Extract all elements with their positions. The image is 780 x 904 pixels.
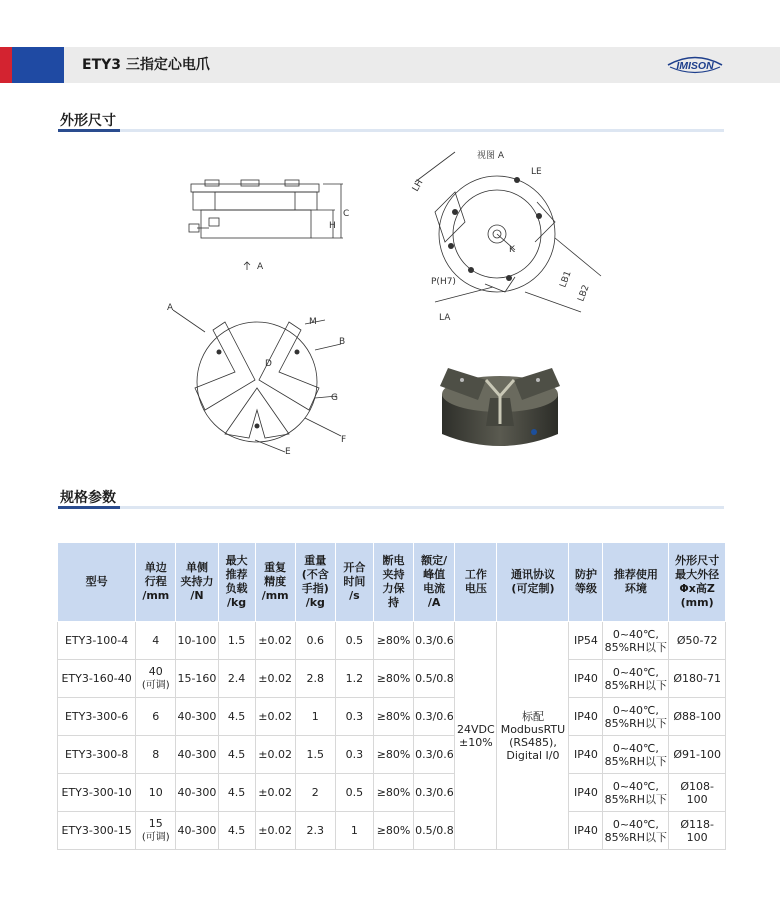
header-cell-12: 推荐使用 环境	[603, 543, 669, 622]
header-cell-7: 断电 夹持 力保 持	[373, 543, 413, 622]
label-f: F	[341, 435, 347, 445]
cell-hold: ≥80%	[373, 622, 413, 660]
front-view-drawing	[165, 300, 355, 460]
cell-hold: ≥80%	[373, 774, 413, 812]
spec-table-header-row	[58, 543, 726, 622]
header-cell-0: 型号	[58, 543, 136, 622]
header-cell-10: 通讯协议 (可定制)	[497, 543, 569, 622]
cell-weight: 1	[295, 698, 335, 736]
header-cell-4: 重复 精度 /mm	[255, 543, 295, 622]
cell-env: 0~40℃, 85%RH以下	[603, 812, 669, 850]
cell-current: 0.5/0.8	[414, 812, 455, 850]
label-lb2: LB2	[576, 283, 592, 304]
label-a: A	[167, 303, 174, 313]
label-lh: LH	[410, 178, 426, 194]
cell-current: 0.3/0.6	[414, 698, 455, 736]
cell-repeat: ±0.02	[255, 736, 295, 774]
cell-env: 0~40℃, 85%RH以下	[603, 660, 669, 698]
cell-size: Ø88-100	[669, 698, 726, 736]
label-le: LE	[531, 167, 542, 177]
cell-hold: ≥80%	[373, 736, 413, 774]
cell-size: Ø118-100	[669, 812, 726, 850]
cell-model: ETY3-300-10	[58, 774, 136, 812]
label-m: M	[309, 317, 317, 327]
header-cell-3: 最大 推荐 负载 /kg	[218, 543, 255, 622]
label-k: K	[509, 245, 515, 255]
cell-load: 4.5	[218, 698, 255, 736]
cell-repeat: ±0.02	[255, 622, 295, 660]
header-cell-11: 防护 等级	[569, 543, 603, 622]
header-cell-13: 外形尺寸 最大外径 Φx高Z (mm)	[669, 543, 726, 622]
label-h: H	[329, 221, 336, 231]
table-row	[58, 812, 726, 850]
product-render	[430, 346, 570, 456]
cell-stroke: 6	[136, 698, 176, 736]
cell-env: 0~40℃, 85%RH以下	[603, 774, 669, 812]
cell-weight: 1.5	[295, 736, 335, 774]
cell-load: 1.5	[218, 622, 255, 660]
label-g: G	[331, 393, 338, 403]
cell-time: 0.5	[335, 774, 373, 812]
cell-repeat: ±0.02	[255, 774, 295, 812]
cell-repeat: ±0.02	[255, 660, 295, 698]
label-e: E	[285, 447, 291, 457]
cell-ip: IP40	[569, 698, 603, 736]
section-title-dimensions: 外形尺寸	[60, 113, 116, 129]
section-title-specs: 规格参数	[60, 490, 116, 506]
cell-ip: IP40	[569, 774, 603, 812]
cell-force: 40-300	[176, 774, 218, 812]
cell-protocol-shared: 标配 ModbusRTU (RS485), Digital I/0	[497, 622, 569, 850]
label-p: P(H7)	[431, 277, 456, 287]
cell-ip: IP40	[569, 812, 603, 850]
cell-env: 0~40℃, 85%RH以下	[603, 736, 669, 774]
header-cell-5: 重量 (不含 手指) /kg	[295, 543, 335, 622]
cell-load: 4.5	[218, 812, 255, 850]
section-underline-dimensions	[58, 129, 724, 132]
header-cell-1: 单边 行程 /mm	[136, 543, 176, 622]
label-view-a: 视图 A	[477, 151, 505, 161]
cell-weight: 2	[295, 774, 335, 812]
side-view-drawing	[185, 178, 355, 274]
cell-current: 0.5/0.8	[414, 660, 455, 698]
label-arrow-a: A	[257, 262, 264, 272]
cell-env: 0~40℃, 85%RH以下	[603, 698, 669, 736]
label-la: LA	[439, 313, 451, 323]
cell-size: Ø50-72	[669, 622, 726, 660]
cell-current: 0.3/0.6	[414, 736, 455, 774]
cell-hold: ≥80%	[373, 660, 413, 698]
header-cell-2: 单侧 夹持力 /N	[176, 543, 218, 622]
cell-stroke: 8	[136, 736, 176, 774]
cell-voltage-shared: 24VDC ±10%	[455, 622, 497, 850]
header-red-block	[0, 47, 12, 83]
cell-size: Ø91-100	[669, 736, 726, 774]
table-row	[58, 698, 726, 736]
cell-size: Ø108-100	[669, 774, 726, 812]
cell-load: 4.5	[218, 774, 255, 812]
cell-repeat: ±0.02	[255, 812, 295, 850]
cell-weight: 2.3	[295, 812, 335, 850]
stroke-note: (可调)	[141, 680, 170, 691]
table-row	[58, 622, 726, 660]
cell-force: 40-300	[176, 698, 218, 736]
cell-model: ETY3-160-40	[58, 660, 136, 698]
cell-time: 0.3	[335, 698, 373, 736]
cell-current: 0.3/0.6	[414, 622, 455, 660]
cell-size: Ø180-71	[669, 660, 726, 698]
cell-force: 15-160	[176, 660, 218, 698]
stroke-note: (可调)	[141, 832, 170, 843]
header-cell-8: 额定/ 峰值 电流 /A	[414, 543, 455, 622]
cell-ip: IP40	[569, 736, 603, 774]
spec-table	[57, 542, 726, 850]
header-blue-block	[12, 47, 64, 83]
cell-time: 0.5	[335, 622, 373, 660]
cell-ip: IP40	[569, 660, 603, 698]
top-view-drawing	[405, 142, 615, 342]
cell-repeat: ±0.02	[255, 698, 295, 736]
header-cell-9: 工作 电压	[455, 543, 497, 622]
cell-time: 0.3	[335, 736, 373, 774]
cell-model: ETY3-100-4	[58, 622, 136, 660]
cell-hold: ≥80%	[373, 698, 413, 736]
label-c: C	[343, 209, 350, 219]
header-bar	[0, 47, 780, 83]
label-lb1: LB1	[558, 269, 574, 290]
cell-stroke: 4	[136, 622, 176, 660]
cell-load: 4.5	[218, 736, 255, 774]
cell-model: ETY3-300-8	[58, 736, 136, 774]
table-row	[58, 774, 726, 812]
cell-ip: IP54	[569, 622, 603, 660]
page-title: ETY3 三指定心电爪	[82, 57, 210, 73]
label-d: D	[265, 359, 272, 369]
cell-model: ETY3-300-6	[58, 698, 136, 736]
cell-stroke: 15 (可调)	[136, 812, 176, 850]
cell-force: 40-300	[176, 736, 218, 774]
cell-stroke: 40 (可调)	[136, 660, 176, 698]
imison-logo	[664, 54, 726, 76]
header-cell-6: 开合 时间 /s	[335, 543, 373, 622]
label-b: B	[339, 337, 346, 347]
cell-load: 2.4	[218, 660, 255, 698]
cell-force: 10-100	[176, 622, 218, 660]
cell-weight: 0.6	[295, 622, 335, 660]
cell-time: 1.2	[335, 660, 373, 698]
cell-stroke: 10	[136, 774, 176, 812]
cell-hold: ≥80%	[373, 812, 413, 850]
cell-force: 40-300	[176, 812, 218, 850]
cell-model: ETY3-300-15	[58, 812, 136, 850]
cell-time: 1	[335, 812, 373, 850]
table-row	[58, 736, 726, 774]
cell-weight: 2.8	[295, 660, 335, 698]
cell-current: 0.3/0.6	[414, 774, 455, 812]
section-underline-specs	[58, 506, 724, 509]
cell-env: 0~40℃, 85%RH以下	[603, 622, 669, 660]
logo-text: IMISON	[676, 60, 714, 72]
table-row	[58, 660, 726, 698]
